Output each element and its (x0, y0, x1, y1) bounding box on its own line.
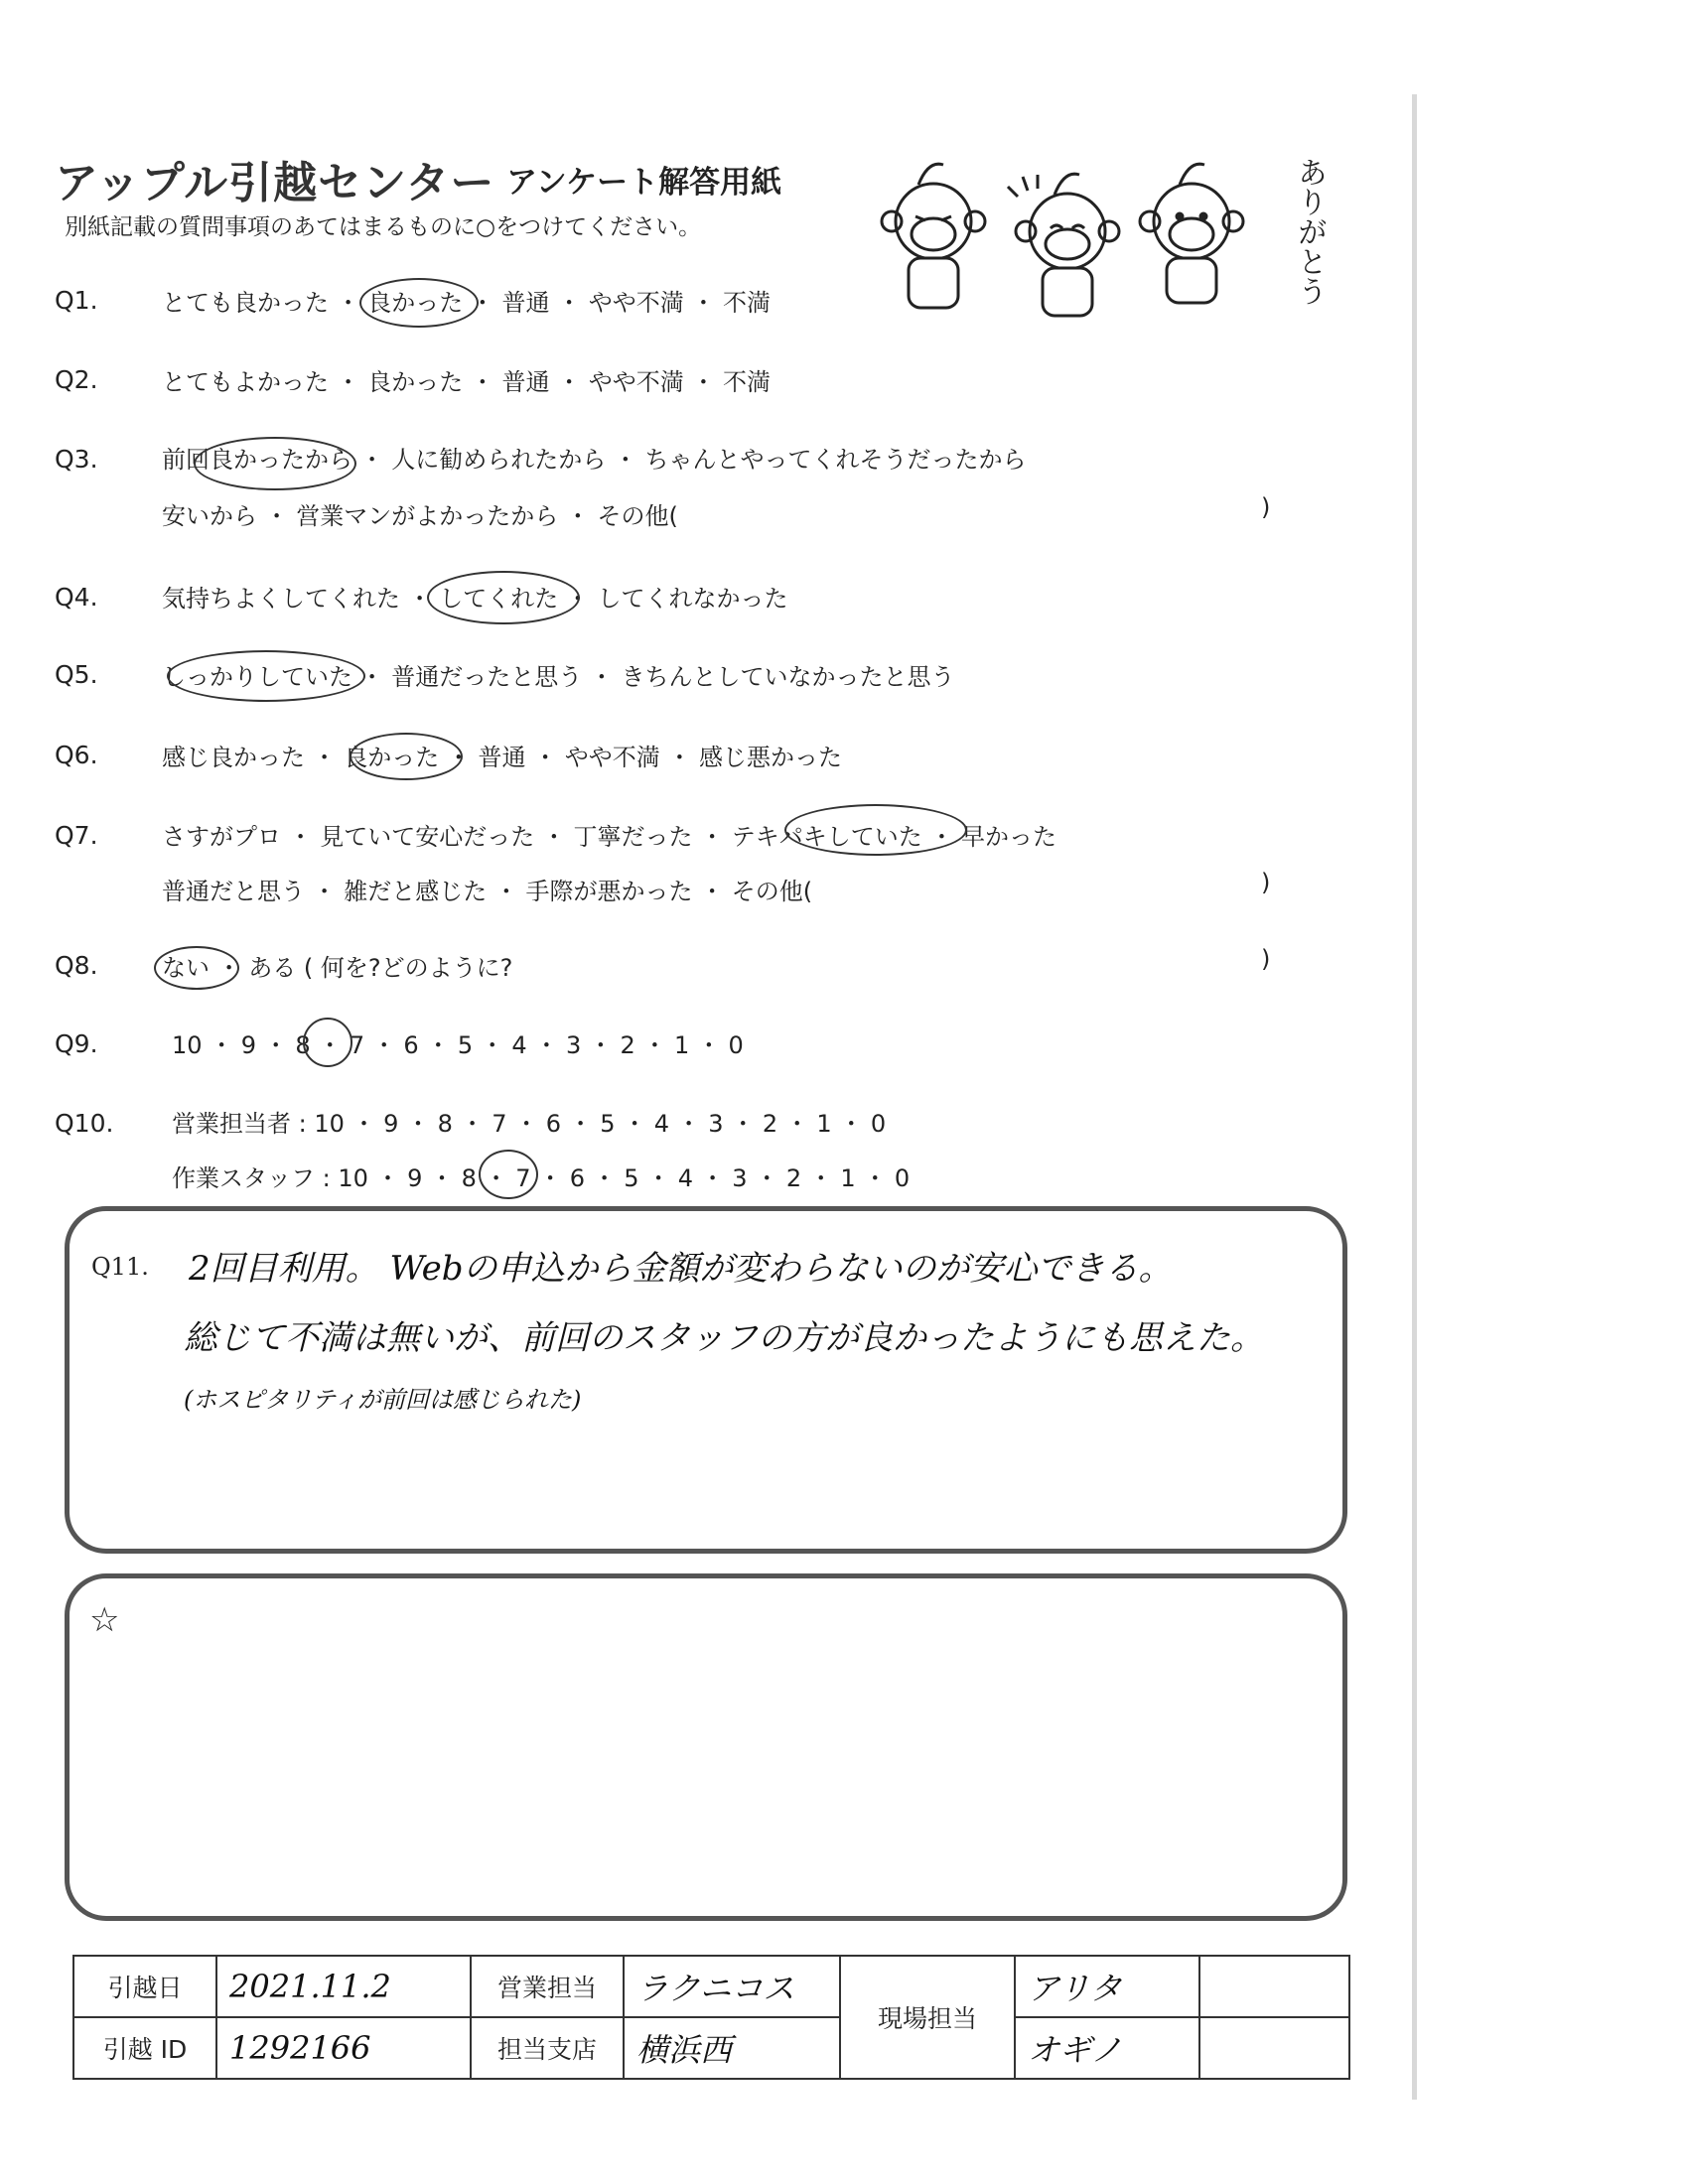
q3-label: Q3. (55, 445, 98, 474)
q1-label: Q1. (55, 286, 98, 315)
q11-comment-line1: 2回目利用。 Webの申込から金額が変わらないのが安心できる。 (189, 1249, 1173, 1289)
instruction-text: 別紙記載の質問事項のあてはまるものに○をつけてください。 (65, 214, 702, 240)
site-empty-cell-2 (1199, 2017, 1349, 2079)
q6-answer-circle (350, 733, 463, 780)
q1-answer-circle (359, 278, 479, 328)
q4-label: Q4. (55, 583, 98, 612)
q7-options-line1[interactable]: さすがプロ ・ 見ていて安心だった ・ 丁寧だった ・ テキパキしていた ・ 早かった (162, 823, 1057, 851)
q10-staff-answer-circle (479, 1150, 538, 1199)
q10-staff-scale[interactable]: 作業スタッフ : 10 ・ 9 ・ 8 ・ 7 ・ 6 ・ 5 ・ 4 ・ 3 ・ 2 ・ 1 ・ 0 (172, 1164, 911, 1192)
q6-label: Q6. (55, 741, 98, 769)
q2-label: Q2. (55, 365, 98, 394)
q10-label: Q10. (55, 1109, 114, 1138)
q7-options-line2[interactable]: 普通だと思う ・ 雑だと感じた ・ 手際が悪かった ・ その他( (162, 878, 813, 905)
site-label: 現場担当 (840, 1956, 1015, 2079)
q11-comment-line2: 総じて不満は無いが、前回のスタッフの方が良かったようにも思えた。 (184, 1318, 1264, 1358)
q7-close-paren: ) (1261, 869, 1271, 896)
footer-info-table (72, 1955, 1350, 2080)
monkey-3-icon (1140, 164, 1243, 303)
company-title: アップル引越センター (55, 158, 495, 208)
q1-options[interactable]: とても良かった ・ 良かった ・ 普通 ・ やや不満 ・ 不満 (162, 289, 772, 317)
star-icon: ☆ (89, 1600, 120, 1640)
q8-answer-circle (154, 946, 239, 990)
q4-answer-circle (427, 571, 580, 624)
q9-answer-circle (303, 1018, 352, 1067)
monkey-1-icon (882, 164, 985, 308)
q8-close-paren: ) (1261, 945, 1271, 973)
q10-sales-scale[interactable]: 営業担当者 : 10 ・ 9 ・ 8 ・ 7 ・ 6 ・ 5 ・ 4 ・ 3 ・ 2 ・ 1 ・ 0 (172, 1110, 887, 1138)
q3-answer-circle (194, 437, 356, 490)
move-date-value: 2021.11.2 (216, 1956, 471, 2017)
q3-options-line1[interactable]: 前回良かったから ・ 人に勧められたから ・ ちゃんとやってくれそうだったから (162, 446, 1027, 474)
thanks-text: ありがとう (1292, 157, 1327, 306)
q2-options[interactable]: とてもよかった ・ 良かった ・ 普通 ・ やや不満 ・ 不満 (162, 368, 772, 396)
monkey-2-icon (1008, 174, 1119, 316)
branch-label: 担当支店 (471, 2017, 624, 2079)
q5-label: Q5. (55, 660, 98, 689)
q3-close-paren: ) (1261, 493, 1271, 521)
q3-options-line2[interactable]: 安いから ・ 営業マンがよかったから ・ その他( (162, 502, 678, 530)
q9-label: Q9. (55, 1029, 98, 1058)
page-edge-shadow (1412, 94, 1417, 2100)
q11-label: Q11. (91, 1253, 149, 1281)
q5-options[interactable]: しっかりしていた ・ 普通だったと思う ・ きちんとしていなかったと思う (162, 663, 955, 691)
q11-comment-line3: (ホスピタリティが前回は感じられた) (184, 1386, 582, 1414)
q6-options[interactable]: 感じ良かった ・ 良かった ・ 普通 ・ やや不満 ・ 感じ悪かった (162, 744, 843, 771)
q7-answer-circle (784, 804, 967, 856)
move-id-label: 引越 ID (73, 2017, 216, 2079)
site-empty-cell-1 (1199, 1956, 1349, 2017)
q8-options[interactable]: ない ・ ある ( 何を?どのように? (162, 954, 513, 982)
sales-label: 営業担当 (471, 1956, 624, 2017)
monkey-mascots-illustration (864, 147, 1311, 326)
move-date-label: 引越日 (73, 1956, 216, 2017)
move-id-value: 1292166 (216, 2017, 471, 2079)
q4-options[interactable]: 気持ちよくしてくれた ・ してくれた ・ してくれなかった (162, 585, 788, 613)
site-value-1: アリタ (1015, 1956, 1199, 2017)
branch-value: 横浜西 (624, 2017, 840, 2079)
sales-value: ラクニコス (624, 1956, 840, 2017)
star-comment-box[interactable] (65, 1573, 1347, 1921)
q5-answer-circle (167, 650, 365, 702)
q7-label: Q7. (55, 821, 98, 850)
q9-scale[interactable]: 10 ・ 9 ・ 8 ・ 7 ・ 6 ・ 5 ・ 4 ・ 3 ・ 2 ・ 1 ・ 0 (172, 1031, 744, 1059)
q8-label: Q8. (55, 951, 98, 980)
site-value-2: オギノ (1015, 2017, 1199, 2079)
form-title: アンケート解答用紙 (506, 165, 782, 201)
